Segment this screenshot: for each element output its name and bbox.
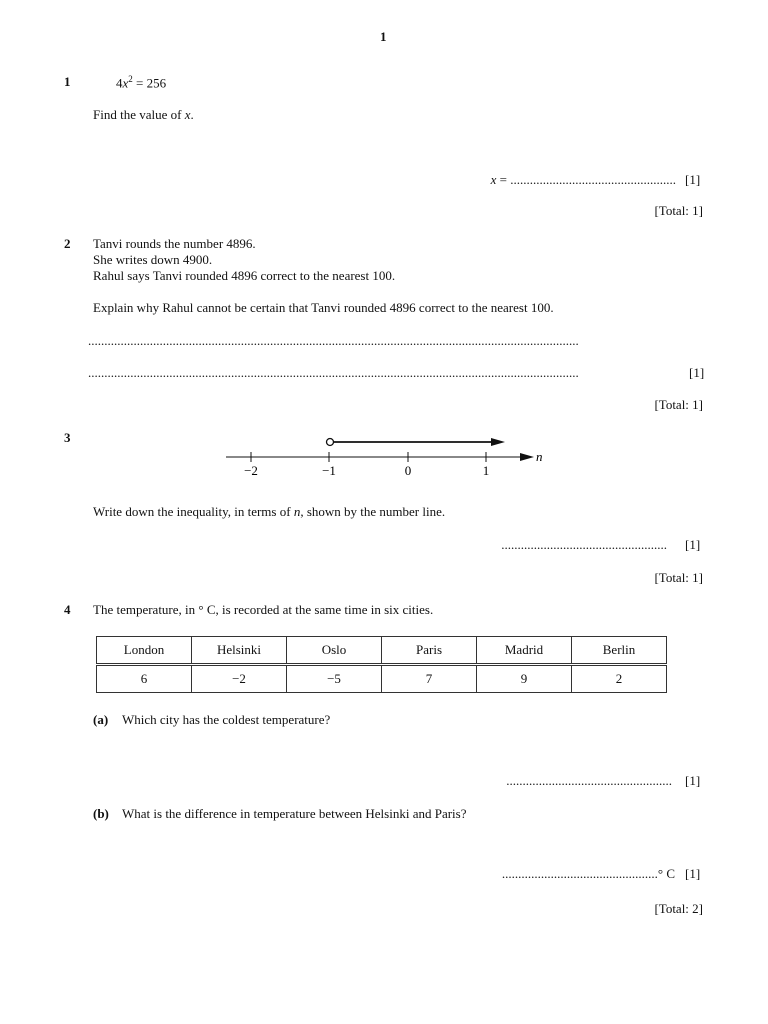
table-cell: 6 [97, 665, 192, 693]
equation-coefficient: 4 [116, 75, 123, 91]
table-row [97, 665, 667, 693]
inequality-ray-arrow [491, 438, 505, 446]
tick-label: −1 [322, 463, 336, 478]
open-circle [327, 439, 334, 446]
table-cell: −2 [192, 665, 287, 693]
part-a-answer-line[interactable]: ................................................... [506, 773, 672, 788]
table-header-cell: London [97, 637, 192, 665]
part-b-mark: [1] [685, 866, 701, 881]
table-cell: 9 [477, 665, 572, 693]
table-cell: 2 [572, 665, 667, 693]
prompt-variable: n [293, 504, 301, 519]
answer-equals: = [496, 172, 511, 187]
table-header-cell: Paris [382, 637, 477, 665]
prompt-text-a: Write down the inequality, in terms of [93, 504, 294, 519]
question-2-line-3: Rahul says Tanvi rounded 4896 correct to the nearest 100. [93, 268, 396, 283]
question-2-total: [Total: 1] [654, 397, 703, 412]
question-1-answer-line[interactable] [491, 172, 676, 188]
equation-variable: x [122, 75, 129, 91]
prompt-variable: x [184, 107, 191, 122]
axis-label: n [536, 449, 543, 464]
question-2-answer-line-1[interactable]: ....................................................................................................................................................... [88, 333, 579, 348]
page-number: 1 [380, 29, 387, 44]
prompt-text-b: , shown by the number line. [300, 504, 446, 519]
question-3-total: [Total: 1] [654, 570, 703, 585]
question-3-number: 3 [64, 430, 71, 445]
part-a-mark: [1] [685, 773, 701, 788]
table-header-cell: Helsinki [192, 637, 287, 665]
question-1-equation [116, 74, 166, 91]
question-4-total: [Total: 2] [654, 901, 703, 916]
part-b-label: (b) [93, 806, 109, 821]
tick-label: −2 [244, 463, 258, 478]
question-4-number: 4 [64, 602, 71, 617]
number-line-axis-arrow [520, 453, 534, 461]
table-cell: −5 [287, 665, 382, 693]
question-3-prompt [93, 504, 445, 520]
answer-dots: ................................................... [510, 172, 676, 187]
equation-rhs: = 256 [132, 75, 167, 91]
table-header-cell: Berlin [572, 637, 667, 665]
prompt-text: Find the value of [93, 107, 185, 122]
question-2-line-1: Tanvi rounds the number 4896. [93, 236, 256, 251]
part-a-label: (a) [93, 712, 109, 727]
question-4-intro: The temperature, in ° C, is recorded at the same time in six cities. [93, 602, 434, 617]
answer-variable: x [490, 172, 497, 187]
question-2-number: 2 [64, 236, 71, 251]
question-2-line-2: She writes down 4900. [93, 252, 213, 267]
question-1-total: [Total: 1] [654, 203, 703, 218]
question-1-number: 1 [64, 74, 71, 89]
part-b-dots: ................................................ [501, 866, 658, 881]
table-cell: 7 [382, 665, 477, 693]
number-line [220, 430, 560, 482]
temperature-table [96, 636, 667, 693]
question-2-mark: [1] [689, 365, 705, 380]
question-2-answer-line-2[interactable]: ....................................................................................................................................................... [88, 365, 579, 380]
part-b-question: What is the difference in temperature between Helsinki and Paris? [122, 806, 467, 821]
table-header-cell: Oslo [287, 637, 382, 665]
table-header-row [97, 637, 667, 665]
tick-label: 1 [482, 463, 490, 478]
part-b-unit: ° C [657, 866, 675, 881]
tick-label: 0 [404, 463, 412, 478]
question-3-mark: [1] [685, 537, 701, 552]
part-a-question: Which city has the coldest temperature? [122, 712, 331, 727]
equation-exponent: 2 [128, 74, 133, 84]
prompt-end: . [190, 107, 194, 122]
question-3-answer-line[interactable]: ................................................... [501, 537, 667, 552]
part-b-answer-line[interactable] [502, 866, 675, 882]
table-header-cell: Madrid [477, 637, 572, 665]
question-1-mark: [1] [685, 172, 701, 187]
question-1-prompt [93, 107, 194, 123]
question-2-question: Explain why Rahul cannot be certain that Tanvi rounded 4896 correct to the nearest 100. [93, 300, 554, 315]
